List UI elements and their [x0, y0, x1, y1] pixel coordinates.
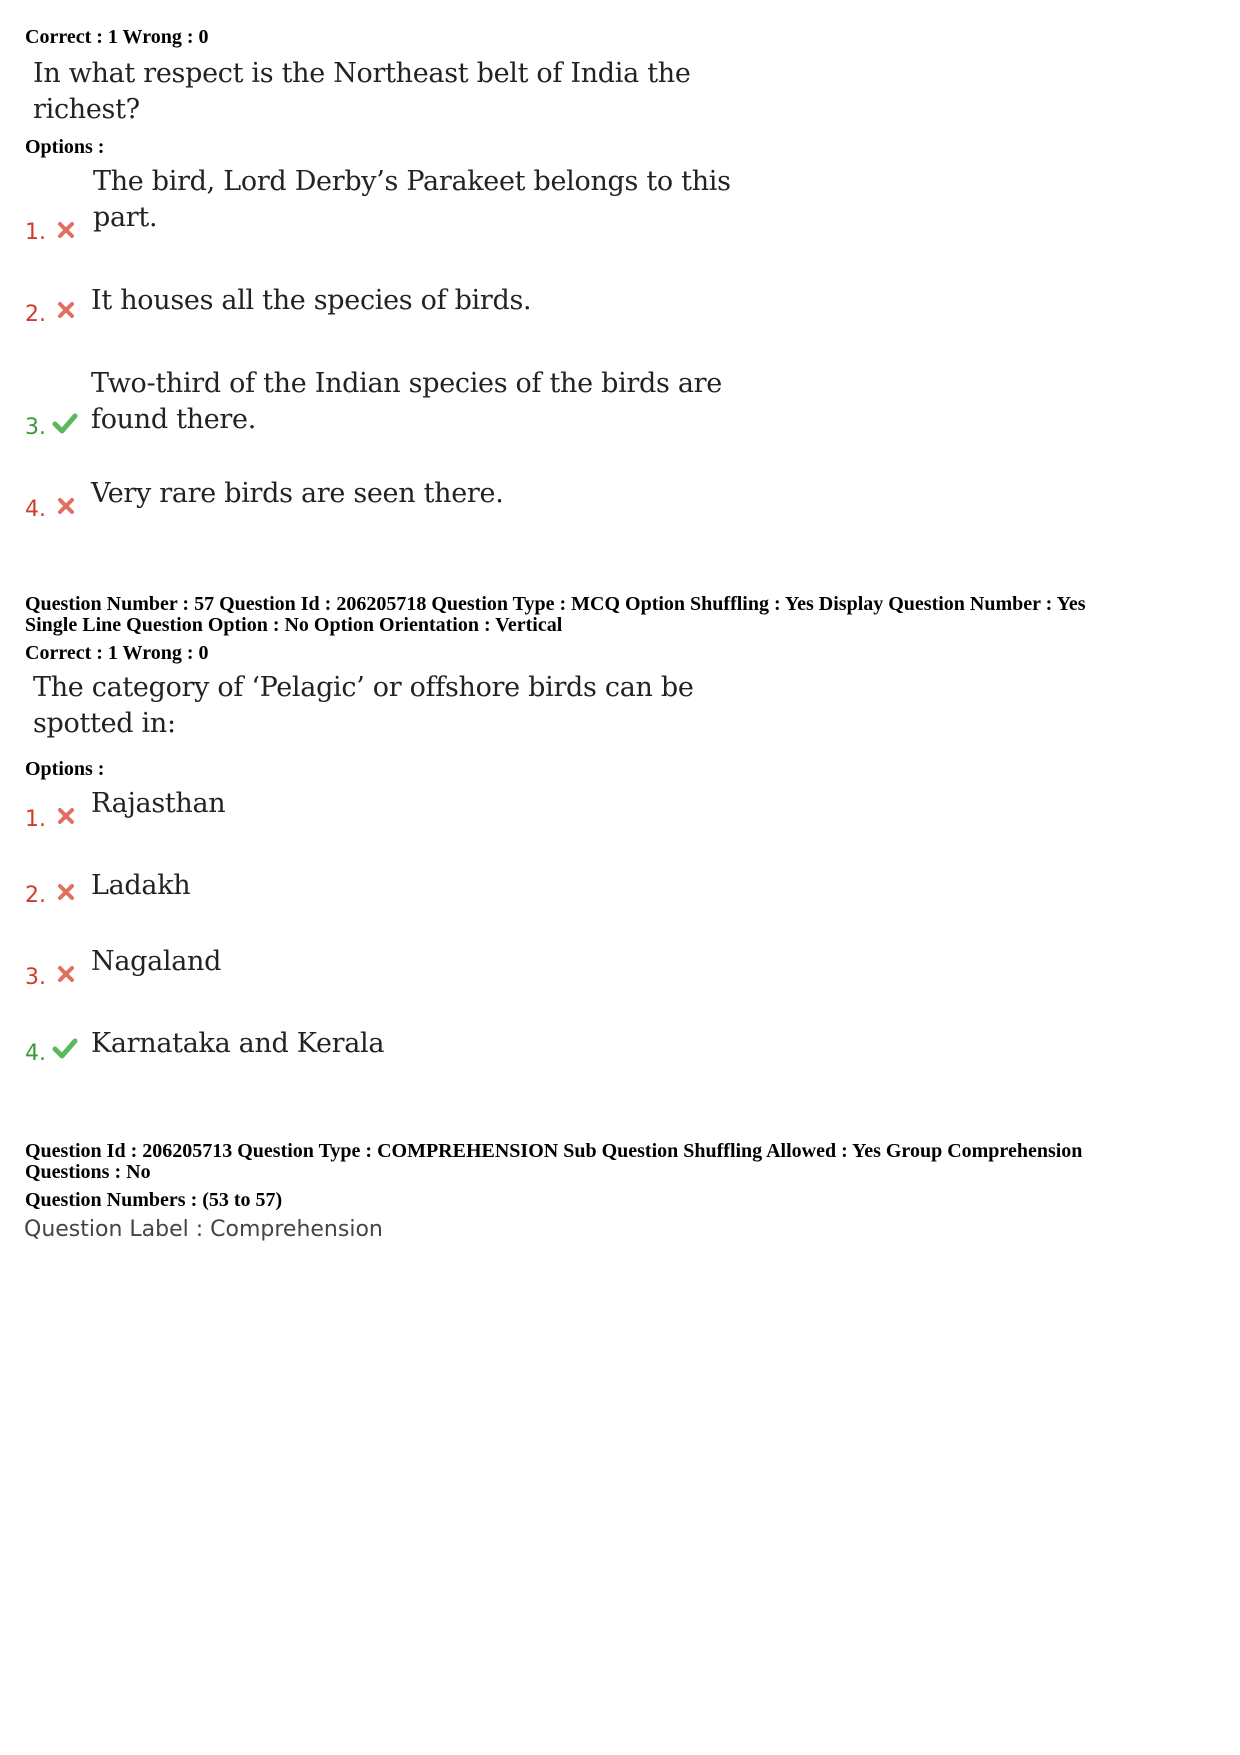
score-line: Correct : 1 Wrong : 0: [25, 26, 209, 48]
option-number: 2.: [25, 883, 46, 908]
option-text: Ladakh: [91, 870, 191, 901]
cross-mark-icon: [55, 299, 77, 321]
question-text-line-1: In what respect is the Northeast belt of India the: [33, 58, 691, 89]
score-line: Correct : 1 Wrong : 0: [25, 642, 209, 664]
option-text: Nagaland: [91, 946, 222, 977]
option-number: 4.: [25, 497, 46, 522]
question-meta-line-2: Questions : No: [25, 1161, 151, 1183]
option-text: It houses all the species of birds.: [91, 285, 532, 316]
options-label: Options :: [25, 758, 105, 780]
option-text: part.: [93, 202, 158, 233]
question-text-line-2: richest?: [33, 94, 140, 125]
cross-mark-icon: [55, 805, 77, 827]
question-meta-line-2: Single Line Question Option : No Option Orientation : Vertical: [25, 614, 563, 636]
option-text: found there.: [91, 404, 256, 435]
question-meta-line-1: Question Number : 57 Question Id : 206205718 Question Type : MCQ Option Shuffling : Yes Display Question Number : Yes: [25, 593, 1086, 615]
question-numbers: Question Numbers : (53 to 57): [25, 1189, 283, 1211]
option-number: 3.: [25, 965, 46, 990]
option-text: Karnataka and Kerala: [91, 1028, 385, 1059]
option-text: Rajasthan: [91, 788, 226, 819]
cross-mark-icon: [55, 495, 77, 517]
question-meta-line-1: Question Id : 206205713 Question Type : COMPREHENSION Sub Question Shuffling Allowed : Yes Group Comprehension: [25, 1140, 1083, 1162]
cross-mark-icon: [55, 963, 77, 985]
cross-mark-icon: [55, 219, 77, 241]
question-label: Question Label : Comprehension: [24, 1217, 383, 1242]
options-label: Options :: [25, 136, 105, 158]
option-text: Very rare birds are seen there.: [91, 478, 504, 509]
option-number: 1.: [25, 807, 46, 832]
option-text: Two-third of the Indian species of the birds are: [91, 368, 722, 399]
option-number: 2.: [25, 302, 46, 327]
question-text-line-2: spotted in:: [33, 708, 176, 739]
question-text-line-1: The category of ‘Pelagic’ or offshore birds can be: [33, 672, 694, 703]
option-number: 3.: [25, 415, 46, 440]
cross-mark-icon: [55, 881, 77, 903]
check-mark-icon: [52, 411, 78, 435]
check-mark-icon: [52, 1036, 78, 1060]
option-number: 1.: [25, 220, 46, 245]
option-number: 4.: [25, 1041, 46, 1066]
option-text: The bird, Lord Derby’s Parakeet belongs to this: [93, 166, 731, 197]
